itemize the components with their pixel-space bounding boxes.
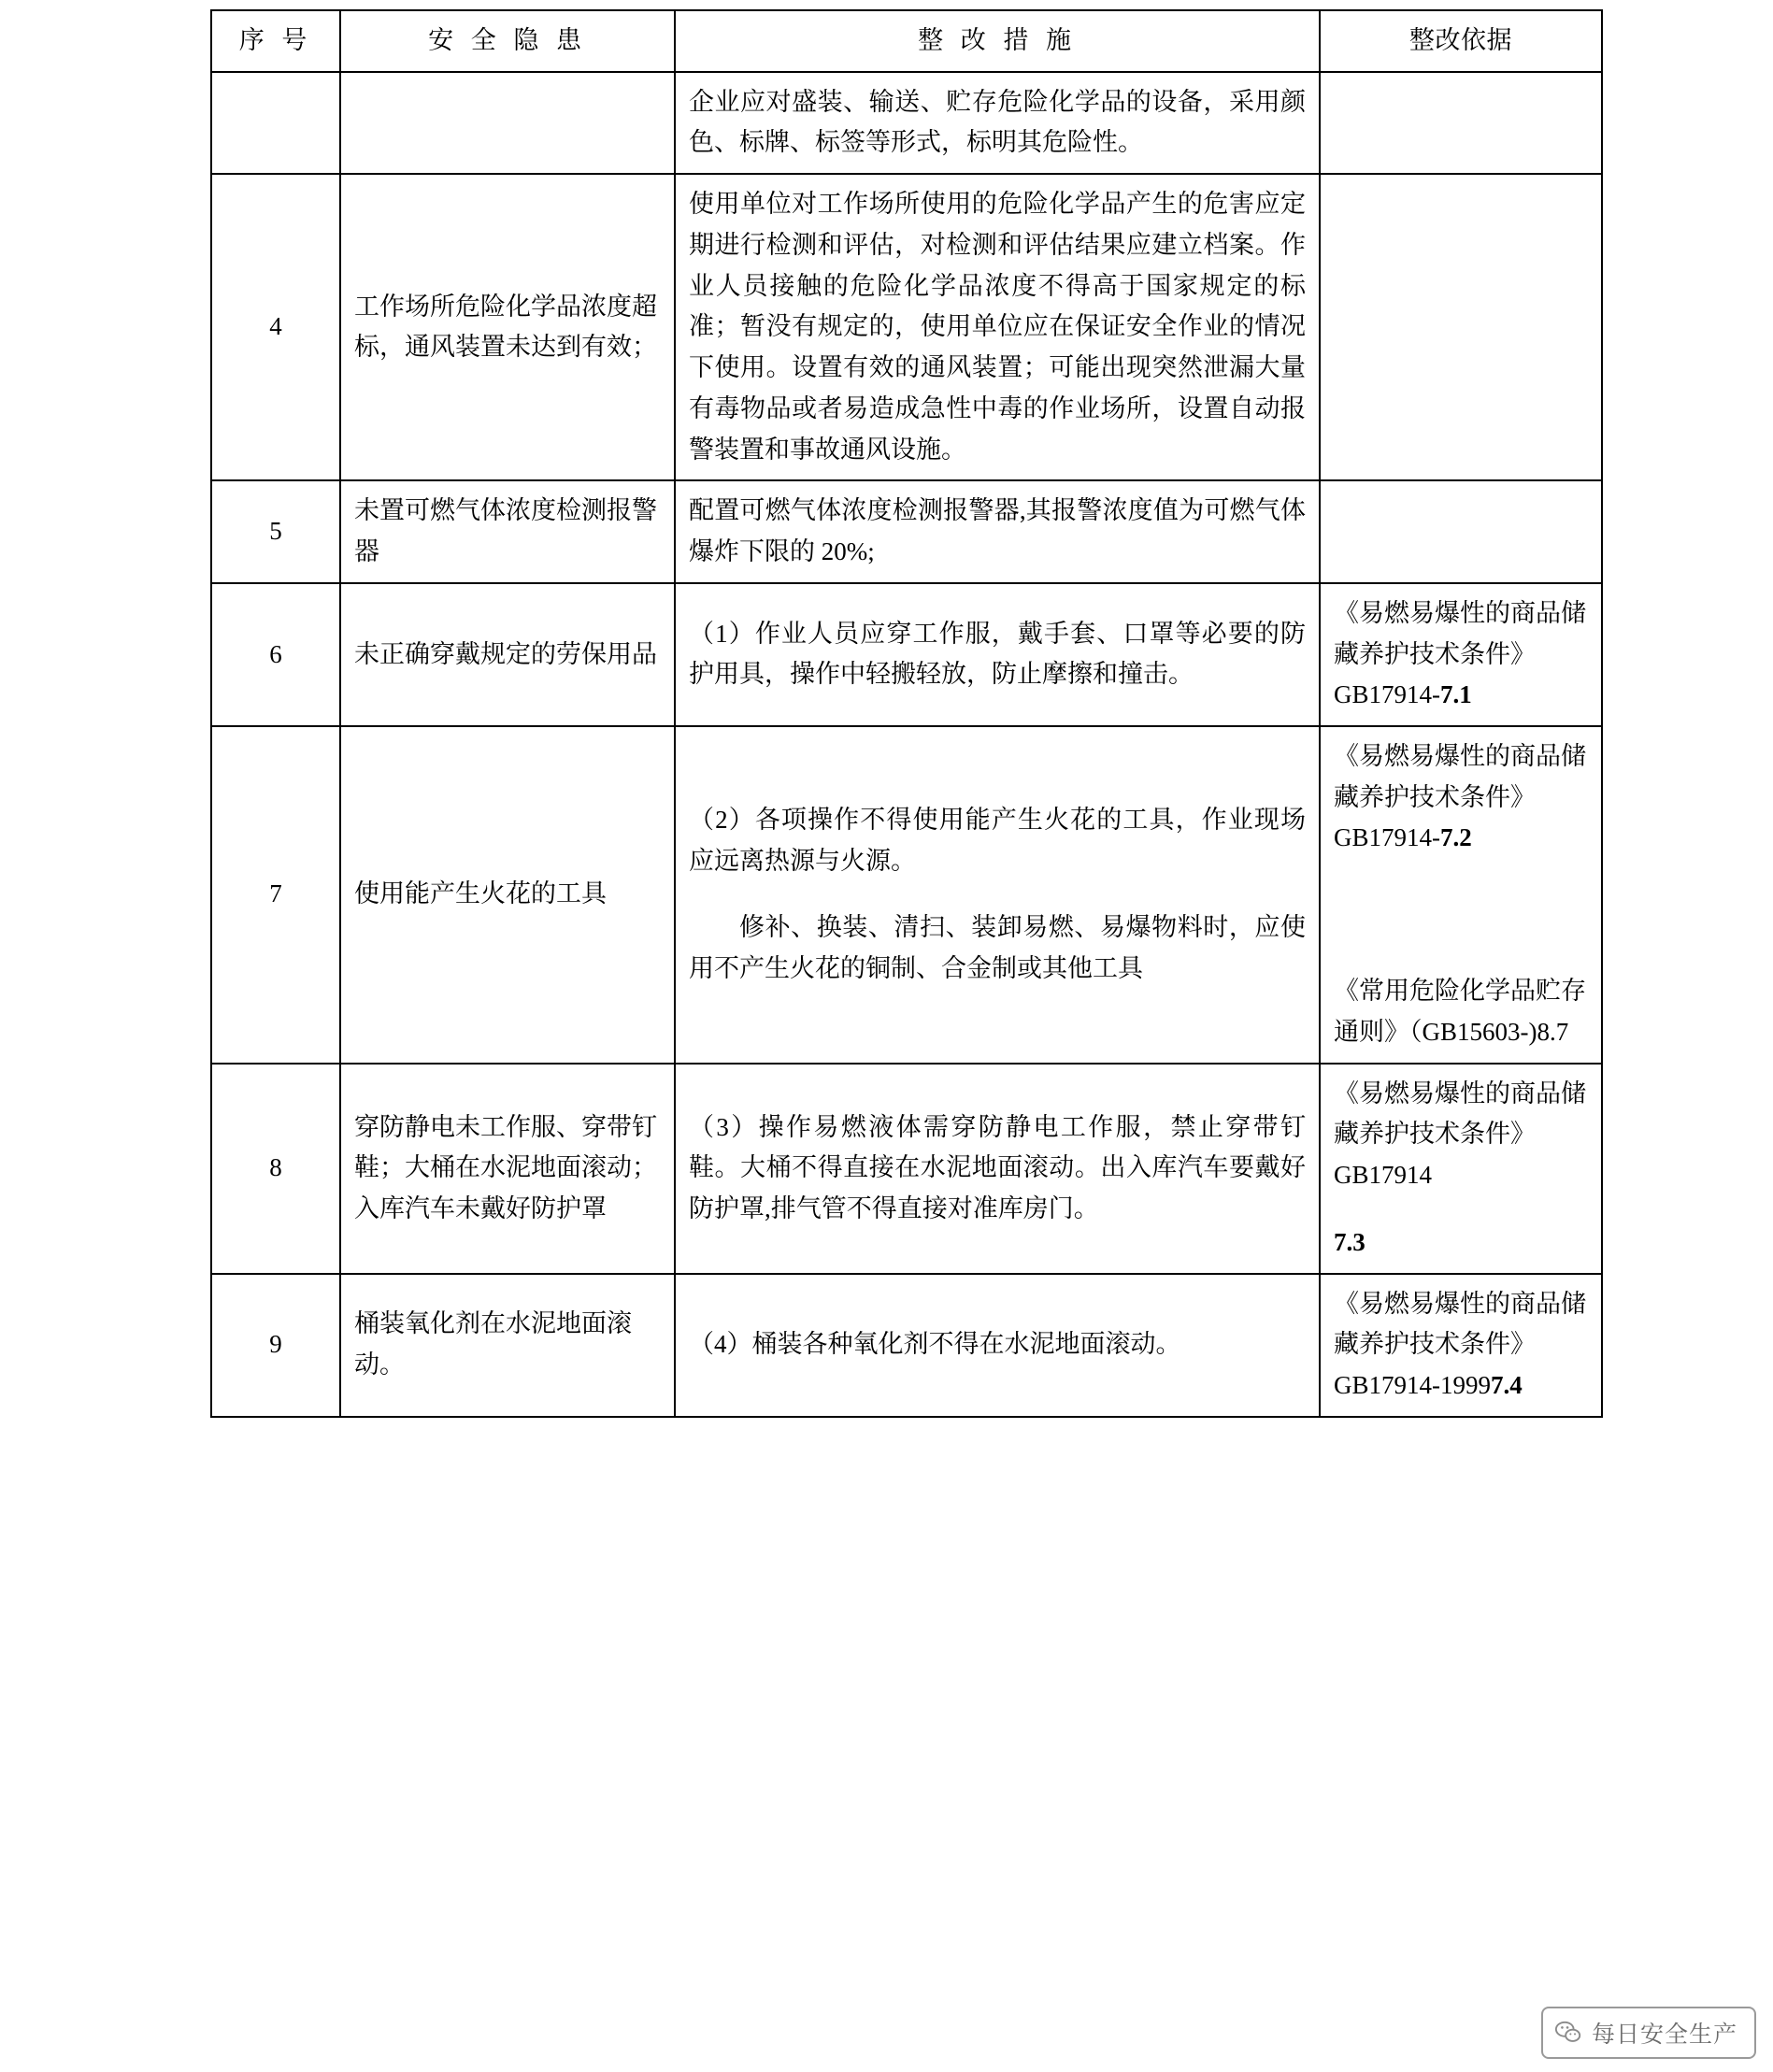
wechat-watermark (1541, 2007, 1756, 2059)
measure-paragraph: 配置可燃气体浓度检测报警器,其报警浓度值为可燃气体爆炸下限的 20%; (689, 496, 1306, 566)
row-basis (1320, 583, 1602, 726)
measure-paragraph: （3）操作易燃液体需穿防静电工作服，禁止穿带钉鞋。大桶不得直接在水泥地面滚动。出入库汽车要戴好防护罩,排气管不得直接对准库房门。 (689, 1112, 1306, 1223)
row-no: 4 (211, 174, 340, 480)
row-no: 5 (211, 480, 340, 582)
table-row (211, 583, 1602, 726)
wechat-account-name: 每日安全生产 (1591, 2022, 1737, 2048)
measure-paragraph: 使用单位对工作场所使用的危险化学品产生的危害应定期进行检测和评估，对检测和评估结果应建立档案。作业人员接触的危险化学品浓度不得高于国家规定的标准；暂没有规定的，使用单位应在保证安全作业的情况下使用。设置有效的通风装置；可能出现突然泄漏大量有毒物品或者易造成急性中毒的作业场所，设置自动报警装置和事故通风设施。 (689, 190, 1306, 464)
row-no: 9 (211, 1274, 340, 1417)
table-header (211, 10, 1602, 72)
measure-paragraph: （1）作业人员应穿工作服，戴手套、口罩等必要的防护用具，操作中轻搬轻放，防止摩擦和撞击。 (689, 619, 1306, 689)
column-header-hazard: 安 全 隐 患 (340, 10, 675, 72)
safety-hazard-rectification-table (210, 9, 1603, 1418)
row-no: 6 (211, 583, 340, 726)
basis-text: 《易燃易爆性的商品储藏养护技术条件》GB17914-1999 (1334, 1289, 1586, 1400)
column-header-no: 序 号 (211, 10, 340, 72)
row-basis (1320, 174, 1602, 480)
row-no: 7 (211, 726, 340, 1064)
row-hazard: 使用能产生火花的工具 (340, 726, 675, 1064)
row-measure (675, 174, 1320, 480)
table-row (211, 72, 1602, 174)
column-header-basis: 整改依据 (1320, 10, 1602, 72)
column-header-measure: 整 改 措 施 (675, 10, 1320, 72)
row-measure (675, 583, 1320, 726)
row-no: 8 (211, 1064, 340, 1274)
basis-paragraph (1334, 1284, 1588, 1407)
basis-spacer (1334, 859, 1588, 971)
table-header-row (211, 10, 1602, 72)
basis-paragraph: 《易燃易爆性的商品储藏养护技术条件》GB17914 (1334, 1079, 1586, 1190)
row-basis (1320, 480, 1602, 582)
basis-clause-number: 7.4 (1491, 1371, 1523, 1400)
table-row (211, 1274, 1602, 1417)
measure-paragraph: 企业应对盛装、输送、贮存危险化学品的设备，采用颜色、标牌、标签等形式，标明其危险性。 (689, 87, 1306, 157)
table-row (211, 480, 1602, 582)
row-basis (1320, 1274, 1602, 1417)
wechat-icon (1554, 2019, 1582, 2047)
basis-clause-number: 7.3 (1334, 1227, 1365, 1256)
table-body (211, 72, 1602, 1417)
basis-clause-number: 7.2 (1440, 823, 1472, 852)
basis-paragraph (1334, 593, 1588, 716)
table-row (211, 1064, 1602, 1274)
row-hazard: 未置可燃气体浓度检测报警器 (340, 480, 675, 582)
measure-paragraph: （4）桶装各种氧化剂不得在水泥地面滚动。 (689, 1330, 1181, 1359)
row-basis (1320, 726, 1602, 1064)
row-hazard: 未正确穿戴规定的劳保用品 (340, 583, 675, 726)
row-measure (675, 72, 1320, 174)
measure-paragraph: 修补、换装、清扫、装卸易燃、易爆物料时，应使用不产生火花的铜制、合金制或其他工具 (689, 913, 1306, 983)
measure-paragraph: （2）各项操作不得使用能产生火花的工具，作业现场应远离热源与火源。 (689, 805, 1306, 875)
basis-paragraph (1334, 736, 1588, 859)
basis-text: 《易燃易爆性的商品储藏养护技术条件》GB17914- (1334, 598, 1586, 709)
row-no (211, 72, 340, 174)
row-measure (675, 480, 1320, 582)
row-basis (1320, 1064, 1602, 1274)
row-measure (675, 1274, 1320, 1417)
row-hazard: 穿防静电未工作服、穿带钉鞋；大桶在水泥地面滚动；入库汽车未戴好防护罩 (340, 1064, 675, 1274)
basis-clause-number: 7.1 (1440, 680, 1472, 709)
row-hazard: 桶装氧化剂在水泥地面滚动。 (340, 1274, 675, 1417)
row-hazard (340, 72, 675, 174)
basis-paragraph: 《常用危险化学品贮存通则》（GB15603-)8.7 (1334, 977, 1586, 1046)
table-row (211, 174, 1602, 480)
table-row (211, 726, 1602, 1064)
basis-text: 《易燃易爆性的商品储藏养护技术条件》GB17914- (1334, 742, 1586, 852)
row-hazard: 工作场所危险化学品浓度超标，通风装置未达到有效； (340, 174, 675, 480)
row-measure (675, 726, 1320, 1064)
row-measure (675, 1064, 1320, 1274)
row-basis (1320, 72, 1602, 174)
